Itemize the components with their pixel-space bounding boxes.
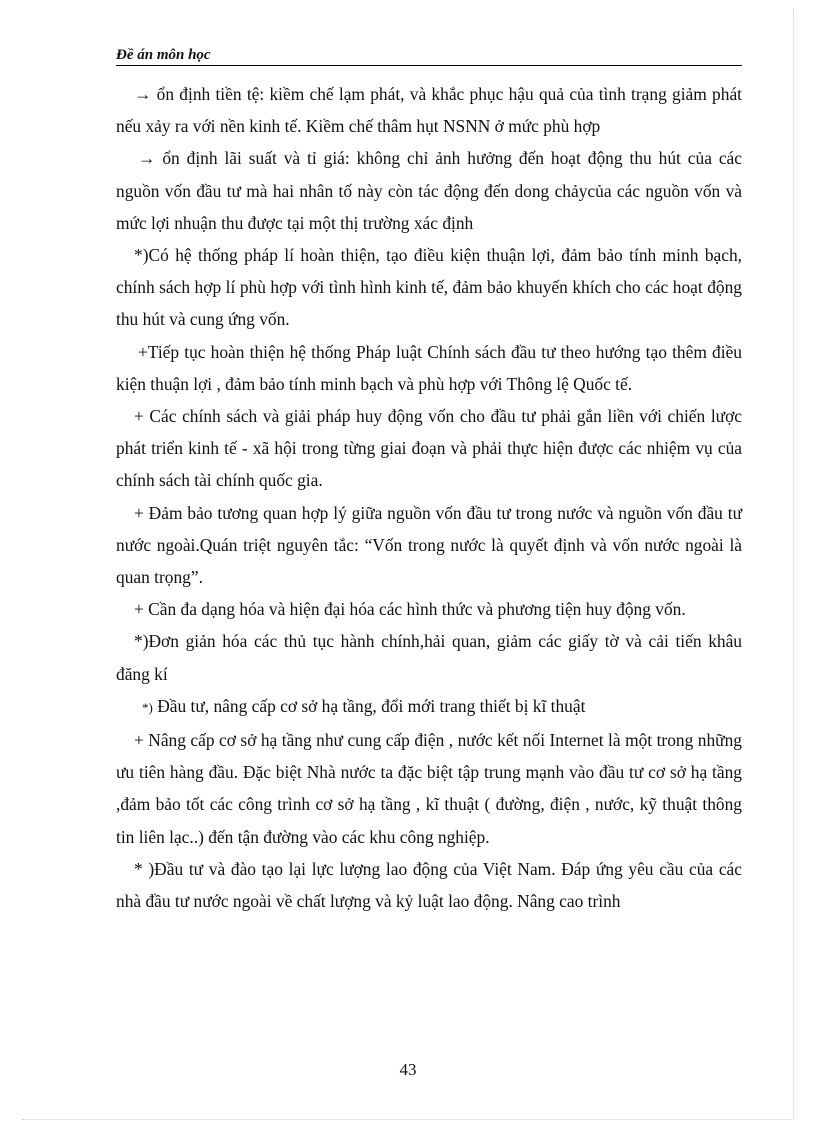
paragraph-simplify-procedures: *)Đơn giản hóa các thủ tục hành chính,hải quan, giảm các giấy tờ và cải tiến khâu đăng kí [116, 631, 742, 684]
paragraph-infrastructure-upgrade: + Nâng cấp cơ sở hạ tầng như cung cấp điện , nước kết nối Internet là một trong những ưu tiên hàng đầu. Đặc biệt Nhà nước ta đặc biệt tập trung mạnh vào đầu tư cơ sở hạ tầng ,đảm bảo tốt các công trình cơ sở hạ tầng , kĩ thuật ( đường, điện , nước, kỹ thuật thông tin liên lạc..) đến tận đường vào các khu công nghiệp. [116, 730, 742, 847]
paragraph-diversify-modernize: + Cần đa dạng hóa và hiện đại hóa các hình thức và phương tiện huy động vốn. [134, 599, 686, 620]
paragraph-capital-balance: + Đảm bảo tương quan hợp lý giữa nguồn vốn đầu tư trong nước và nguồn vốn đầu tư nước ngoài.Quán triệt nguyên tắc: “Vốn trong nước là quyết định và vốn nước ngoài là quan trọng”. [116, 502, 742, 588]
paragraph-investment-policy: +Tiếp tục hoàn thiện hệ thống Pháp luật Chính sách đầu tư theo hướng tạo thêm điều kiện thuận lợi , đảm bảo tính minh bạch và phù hợp với Thông lệ Quốc tế. [116, 341, 742, 394]
paragraph-legal-system: *)Có hệ thống pháp lí hoàn thiện, tạo điều kiện thuận lợi, đảm bảo tính minh bạch, chính sách hợp lí phù hợp với tình hình kinh tế, đảm bảo khuyến khích cho các hoạt động thu hút và cung ứng vốn. [116, 245, 742, 330]
body-text [116, 78, 742, 917]
paragraph-interest-exchange-rate: → ổn định lãi suất và tỉ giá: không chỉ ảnh hưởng đến hoạt động thu hút của các nguồn vốn đầu tư mà hai nhân tố này còn tác động đến dong chảycủa các nguồn vốn và mức lợi nhuận thu được tại một thị trường xác định [116, 148, 742, 233]
page-number: 43 [399, 1060, 417, 1079]
running-header: Đề án môn học [116, 46, 742, 66]
paragraph-labor-training: * )Đầu tư và đào tạo lại lực lượng lao động của Việt Nam. Đáp ứng yêu cầu của các nhà đầu tư nước ngoài về chất lượng và kỷ luật lao động. Nâng cao trình [116, 858, 742, 912]
small-star-bullet: *) [142, 699, 153, 715]
paragraph-infrastructure-heading [116, 690, 742, 724]
paragraph-capital-mobilization: + Các chính sách và giải pháp huy động vốn cho đầu tư phải gắn liền với chiến lược phát triển kinh tế - xã hội trong từng giai đoạn và phải thực hiện được các nhiệm vụ của chính sách tài chính quốc gia. [116, 406, 742, 491]
paragraph-monetary-stability: → ổn định tiền tệ: kiềm chế lạm phát, và khắc phục hậu quả của tình trạng giảm phát nếu xảy ra với nền kinh tế. Kiềm chế thâm hụt NSNN ở mức phù hợp [116, 84, 742, 137]
infrastructure-heading-text: Đầu tư, nâng cấp cơ sở hạ tầng, đổi mới trang thiết bị kĩ thuật [157, 695, 586, 716]
